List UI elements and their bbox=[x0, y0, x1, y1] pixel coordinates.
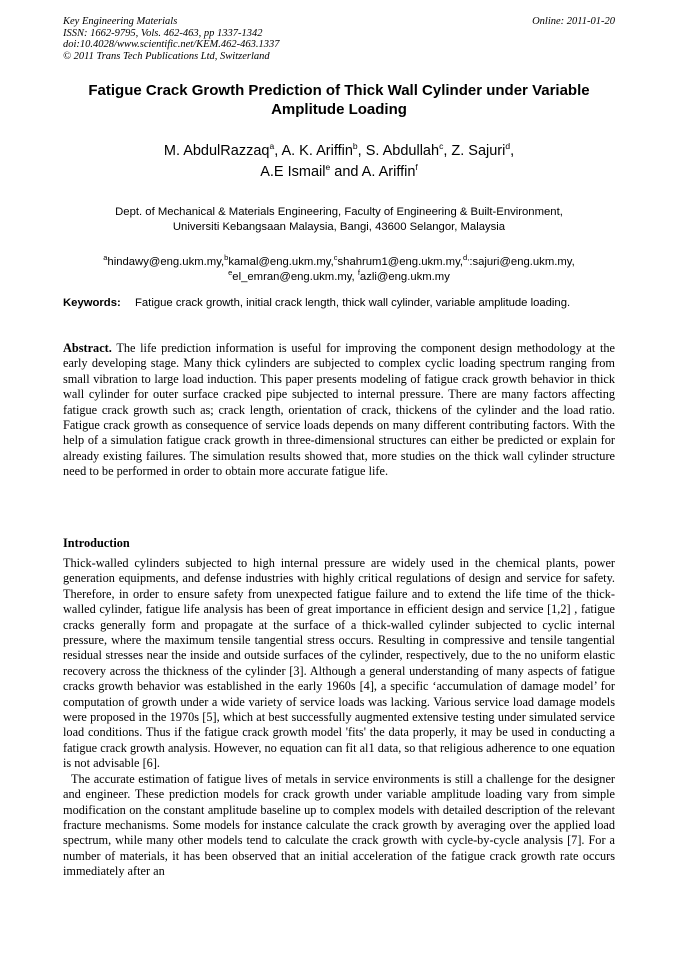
email-line-1 bbox=[63, 255, 615, 270]
email-address: kamal@eng.ukm.my, bbox=[228, 256, 334, 268]
paragraph: Thick-walled cylinders subjected to high internal pressure are widely used in the chemical plants, power generation equipments, and defense industries with highly critical regulations of design and service for safety. Therefore, in order to ensure safety from unexpected fatigue failure and to extend the life time of the thick-walled cylinder, fatigue life analysis has been of great importance in efficient design and service [1,2] , fatigue cracks generally form and propagate at the surface of a thick-walled cylinder subjected to cyclic internal pressure, where the maximum tensile tangential stress occurs. Resulting in compressive and tensile tangential residual stresses near the inside and outside surfaces of the cylinder, respectively, due to the no uniform elastic recovery across the thickness of the cylinder [3]. Although a general understanding of many aspects of fatigue cracks growth behavior was established in the early 1960s [4], a specific ‘accumulation of damage model’ for computation of growth under a wide variety of service loads was lacking. Various service load damage models were proposed in the 1970s [5], which at best successfully augmented extensive testing under simulated service load conditions. Thus if the fatigue crack growth model 'fits' the data properly, it may be used in conducting a fatigue crack growth analysis. However, no equation can fit al1 data, so that religious adherence to one equation is not advisable [6]. bbox=[63, 556, 615, 771]
author-separator: , bbox=[510, 143, 515, 159]
email-address: shahrum1@eng.ukm.my, bbox=[337, 256, 464, 268]
email-sup: c bbox=[333, 253, 338, 263]
journal-header bbox=[63, 16, 615, 62]
email-sup: d, bbox=[463, 253, 470, 263]
email-address: hindawy@eng.ukm.my, bbox=[107, 256, 225, 268]
author-list bbox=[63, 141, 615, 183]
keywords bbox=[63, 296, 615, 311]
author-sup: a bbox=[269, 141, 275, 152]
email-address: el_emran@eng.ukm.my, bbox=[232, 270, 355, 283]
affiliation-line: Dept. of Mechanical & Materials Engineering, Faculty of Engineering & Built-Environment, bbox=[115, 206, 563, 218]
author-name: , A. K. Ariffin bbox=[274, 143, 353, 159]
author-name: M. AbdulRazzaq bbox=[163, 143, 270, 159]
affiliation-line: Universiti Kebangsaan Malaysia, Bangi, 43600 Selangor, Malaysia bbox=[172, 220, 506, 233]
email-address: :sajuri@eng.ukm.my, bbox=[469, 256, 575, 268]
author-line-2 bbox=[63, 162, 615, 183]
author-name: A.E Ismail bbox=[260, 164, 326, 180]
abstract bbox=[63, 341, 615, 480]
keywords-text: Fatigue crack growth, initial crack length, thick wall cylinder, variable amplitude loading. bbox=[135, 297, 571, 309]
issn-line: ISSN: 1662-9795, Vols. 462-463, pp 1337-1342 bbox=[63, 27, 263, 39]
author-name: , S. Abdullah bbox=[357, 143, 440, 159]
email-sup: a bbox=[103, 253, 108, 263]
email-address: azli@eng.ukm.my bbox=[359, 270, 450, 283]
author-name: and A. Ariffin bbox=[334, 164, 416, 180]
email-line-2 bbox=[63, 267, 615, 285]
introduction-body bbox=[63, 556, 615, 880]
copyright-line: © 2011 Trans Tech Publications Ltd, Switzerland bbox=[63, 50, 270, 62]
introduction-heading: Introduction bbox=[63, 536, 130, 550]
author-name: , Z. Sajuri bbox=[443, 143, 506, 159]
keywords-label: Keywords: bbox=[63, 297, 121, 309]
online-date: Online: 2011-01-20 bbox=[532, 16, 615, 27]
author-sup: b bbox=[352, 141, 358, 152]
affiliation bbox=[63, 205, 615, 234]
author-sup: c bbox=[439, 141, 444, 152]
author-sup: f bbox=[415, 162, 418, 173]
paper-title: Fatigue Crack Growth Prediction of Thick Wall Cylinder under Variable Amplitude Loading bbox=[88, 82, 590, 118]
abstract-text: The life prediction information is useful for improving the component design methodology at the early developing stage. Many thick cylinders are subjected to complex cyclic loading spectrum ranging from small vibration to large load induction. This paper presents modeling of fatigue crack growth behavior in thick wall cylinder for outer surface cracked pipe subjected to internal pressure. There are many factors affecting fatigue crack growth such as; crack length, orientation of crack, thickens of the cylinder and the load ratio. Fatigue crack growth as consequence of service loads depends on many different contributing factors. With the help of a simulation fatigue crack growth in three-dimensional structures can either be predicted or explain for already existing failures. The simulation results showed that, more studies on the thick wall cylinder structure need to be performed in order to obtain more accurate fatigue life. bbox=[63, 341, 615, 479]
journal-name: Key Engineering Materials bbox=[63, 16, 178, 27]
email-sup: e bbox=[228, 267, 233, 277]
author-sup: d bbox=[505, 141, 511, 152]
author-sup: e bbox=[325, 162, 331, 173]
doi-line: doi:10.4028/www.scientific.net/KEM.462-463.1337 bbox=[63, 39, 280, 50]
abstract-label: Abstract. bbox=[63, 341, 112, 355]
email-sup: b bbox=[224, 253, 229, 263]
email-sup: f bbox=[357, 267, 360, 277]
author-line-1 bbox=[63, 141, 615, 162]
paragraph: The accurate estimation of fatigue lives of metals in service environments is still a challenge for the designer and engineer. These prediction models for crack growth under variable amplitude loading vary from simple modification on the constant amplitude baseline up to complex models with detailed description of the relevant fracture mechanisms. Some models for instance calculate the crack growth by averaging over the applied load spectrum, while many other models tend to calculate the crack growth with cycle-by-cycle analysis [7]. For a number of materials, it has been observed that an initial acceleration of the fatigue crack growth rate occurs immediately after an bbox=[63, 771, 615, 879]
email-list bbox=[63, 255, 615, 284]
